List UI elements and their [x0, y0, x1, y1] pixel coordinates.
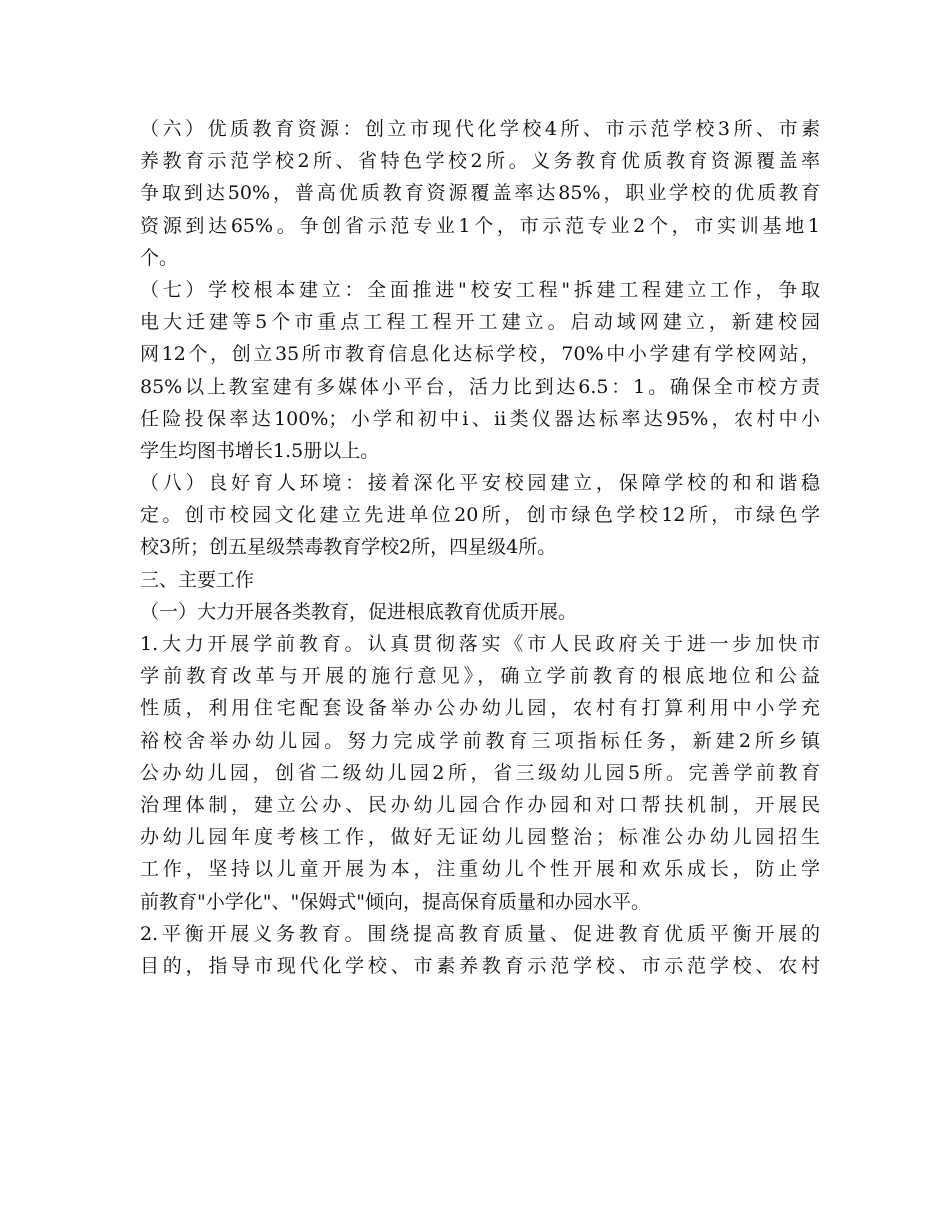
text-line: 资源到达65%。争创省示范专业1个，市示范专业2个，市实训基地1: [140, 214, 820, 237]
text-line: 前教育"小学化"、"保姆式"倾向，提高保育质量和办园水平。: [140, 890, 650, 913]
text-line: 三、主要工作: [140, 568, 255, 591]
text-line: 争取到达50%，普高优质教育资源覆盖率达85%，职业学校的优质教育: [140, 182, 820, 205]
text-line: 网12个，创立35所市教育信息化达标学校，70%中小学建有学校网站，: [140, 343, 820, 366]
text-line: 学生均图书增长1.5册以上。: [140, 439, 380, 462]
text-line: 任险投保率达100%；小学和初中ⅰ、ⅱ类仪器达标率达95%，农村中小: [140, 407, 820, 430]
text-line: （六）优质教育资源：创立市现代化学校4所、市示范学校3所、市素: [140, 118, 820, 140]
text-line: 养教育示范学校2所、省特色学校2所。义务教育优质教育资源覆盖率: [140, 150, 820, 173]
text-line: （八）良好育人环境：接着深化平安校园建立，保障学校的和和谐稳: [140, 472, 820, 495]
body-text: [140, 113, 820, 982]
text-line: （七）学校根本建立：全面推进"校安工程"拆建工程建立工作，争取: [140, 278, 820, 301]
text-line: 2.平衡开展义务教育。围绕提高教育质量、促进教育优质平衡开展的: [140, 922, 820, 945]
text-line: 裕校舍举办幼儿园。努力完成学前教育三项指标任务，新建2所乡镇: [140, 729, 820, 752]
text-line: 1.大力开展学前教育。认真贯彻落实《市人民政府关于进一步加快市: [140, 633, 820, 655]
text-line: 公办幼儿园，创省二级幼儿园2所，省三级幼儿园5所。完善学前教育: [140, 761, 820, 784]
text-line: 办幼儿园年度考核工作，做好无证幼儿园整治；标准公办幼儿园招生: [140, 826, 820, 849]
text-line: 个。: [140, 246, 179, 269]
text-line: 学前教育改革与开展的施行意见》，确立学前教育的根底地位和公益: [140, 665, 820, 688]
text-line: 工作，坚持以儿童开展为本，注重幼儿个性开展和欢乐成长，防止学: [140, 858, 820, 881]
text-line: 目的，指导市现代化学校、市素养教育示范学校、市示范学校、农村: [140, 954, 820, 977]
text-line: 校3所；创五星级禁毒教育学校2所，四星级4所。: [140, 536, 557, 559]
text-line: 电大迁建等5个市重点工程工程开工建立。启动域网建立，新建校园: [140, 311, 820, 334]
text-line: 性质，利用住宅配套设备举办公办幼儿园，农村有打算利用中小学充: [140, 697, 820, 720]
text-line: 85%以上教室建有多媒体小平台，活力比到达6.5：1。确保全市校方责: [140, 375, 820, 398]
text-line: （一）大力开展各类教育，促进根底教育优质开展。: [140, 600, 578, 623]
text-line: 治理体制，建立公办、民办幼儿园合作办园和对口帮扶机制，开展民: [140, 793, 820, 816]
text-line: 定。创市校园文化建立先进单位20所，创市绿色学校12所，市绿色学: [140, 504, 820, 527]
